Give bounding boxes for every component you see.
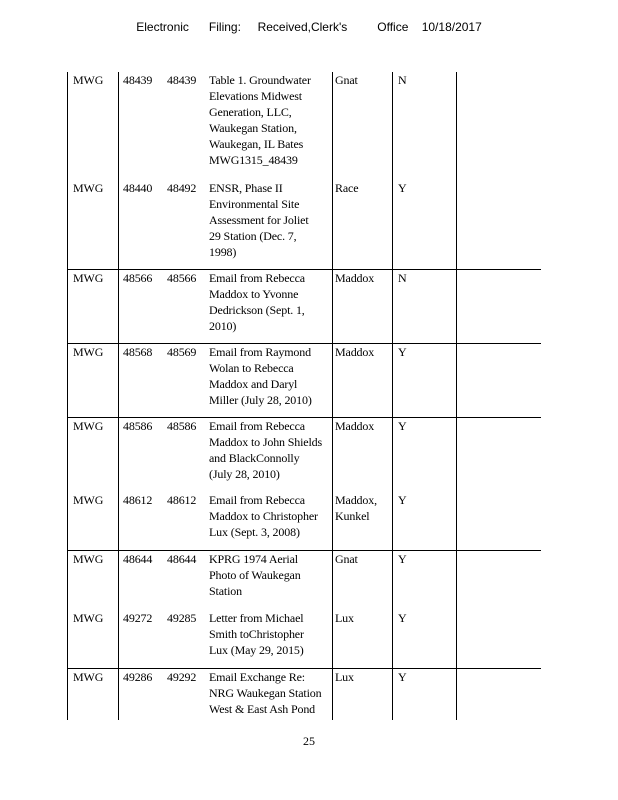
custodian [335,418,391,434]
custodian-line: Lux [335,670,354,684]
column-divider-yn [456,72,457,720]
table-row [67,343,541,407]
producing-party: MWG [73,73,104,87]
bates-begin: 48612 [123,493,153,507]
description-line: 1998) [209,245,237,259]
bates-begin: 48439 [123,73,153,87]
description-line: Wolan to Rebecca [209,361,294,375]
custodian [335,492,391,524]
custodian [335,180,391,196]
description-line: MWG1315_48439 [209,153,298,167]
description-line: Photo of Waukegan [209,568,301,582]
description-line: Maddox to Christopher [209,509,318,523]
producing-party: MWG [73,345,104,359]
yes-no-flag: Y [398,552,407,566]
custodian-line: Race [335,181,359,195]
bates-begin: 48440 [123,181,153,195]
bates-end: 48586 [167,419,197,433]
document-description [209,610,333,658]
description-line: Station [209,584,242,598]
description-line: Maddox to Yvonne [209,287,299,301]
description-line: Email Exchange Re: [209,670,305,684]
description-line: Letter from Michael [209,611,304,625]
yes-no-flag: Y [398,181,407,195]
table-row [67,417,541,481]
custodian-line: Maddox [335,419,375,433]
custodian [335,551,391,567]
document-description [209,418,333,482]
yes-no-flag: Y [398,419,407,433]
description-line: Email from Rebecca [209,419,305,433]
bates-begin: 49272 [123,611,153,625]
document-description [209,72,333,168]
producing-party: MWG [73,611,104,625]
description-line: NRG Waukegan Station [209,686,322,700]
yes-no-flag: Y [398,670,407,684]
bates-begin: 48644 [123,552,153,566]
custodian [335,344,391,360]
producing-party: MWG [73,552,104,566]
producing-party: MWG [73,271,104,285]
custodian-line: Maddox [335,271,375,285]
producing-party: MWG [73,419,104,433]
description-line: (July 28, 2010) [209,467,280,481]
bates-end: 48492 [167,181,197,195]
bates-end: 48566 [167,271,197,285]
custodian-line: Maddox, [335,493,377,507]
description-line: Maddox and Daryl [209,377,298,391]
description-line: Dedrickson (Sept. 1, [209,303,305,317]
custodian-line: Gnat [335,552,358,566]
document-description [209,270,333,334]
custodian-line: Lux [335,611,354,625]
custodian [335,270,391,286]
producing-party: MWG [73,181,104,195]
yes-no-flag: N [398,271,407,285]
bates-begin: 48566 [123,271,153,285]
description-line: and BlackConnolly [209,451,300,465]
yes-no-flag: N [398,73,407,87]
efiling-header: Electronic Filing: Received,Clerk's Office 10/18/2017 [136,20,482,34]
document-description [209,669,333,717]
yes-no-flag: Y [398,345,407,359]
description-line: Elevations Midwest [209,89,302,103]
custodian [335,72,391,88]
description-line: Generation, LLC, [209,105,292,119]
column-divider-custodian [392,72,393,720]
description-line: Email from Rebecca [209,493,305,507]
bates-begin: 48568 [123,345,153,359]
description-line: KPRG 1974 Aerial [209,552,298,566]
description-line: Miller (July 28, 2010) [209,393,312,407]
yes-no-flag: Y [398,611,407,625]
bates-end: 49292 [167,670,197,684]
description-line: Environmental Site [209,197,300,211]
description-line: 29 Station (Dec. 7, [209,229,297,243]
document-description [209,344,333,408]
bates-begin: 49286 [123,670,153,684]
bates-end: 48439 [167,73,197,87]
table-row [67,668,541,716]
custodian-line: Kunkel [335,509,370,523]
description-line: Lux (May 29, 2015) [209,643,304,657]
description-line: Lux (Sept. 3, 2008) [209,525,300,539]
custodian-line: Gnat [335,73,358,87]
description-line: 2010) [209,319,237,333]
producing-party: MWG [73,670,104,684]
custodian [335,610,391,626]
custodian-line: Maddox [335,345,375,359]
producing-party: MWG [73,493,104,507]
yes-no-flag: Y [398,493,407,507]
description-line: Waukegan Station, [209,121,297,135]
exhibit-table [67,72,541,720]
page-number: 25 [303,734,315,748]
table-left-border [67,72,68,720]
description-line: West & East Ash Pond [209,702,316,716]
description-line: Smith toChristopher [209,627,304,641]
bates-end: 49285 [167,611,197,625]
description-line: Table 1. Groundwater [209,73,311,87]
table-row [67,269,541,333]
description-line: ENSR, Phase II [209,181,283,195]
document-description [209,551,333,599]
description-line: Email from Raymond [209,345,311,359]
description-line: Waukegan, IL Bates [209,137,304,151]
description-line: Email from Rebecca [209,271,305,285]
description-line: Maddox to John Shields [209,435,323,449]
bates-end: 48569 [167,345,197,359]
table-row [67,550,541,598]
bates-end: 48612 [167,493,197,507]
description-line: Assessment for Joliet [209,213,309,227]
bates-end: 48644 [167,552,197,566]
bates-begin: 48586 [123,419,153,433]
document-description [209,492,333,540]
custodian [335,669,391,685]
document-description [209,180,333,260]
